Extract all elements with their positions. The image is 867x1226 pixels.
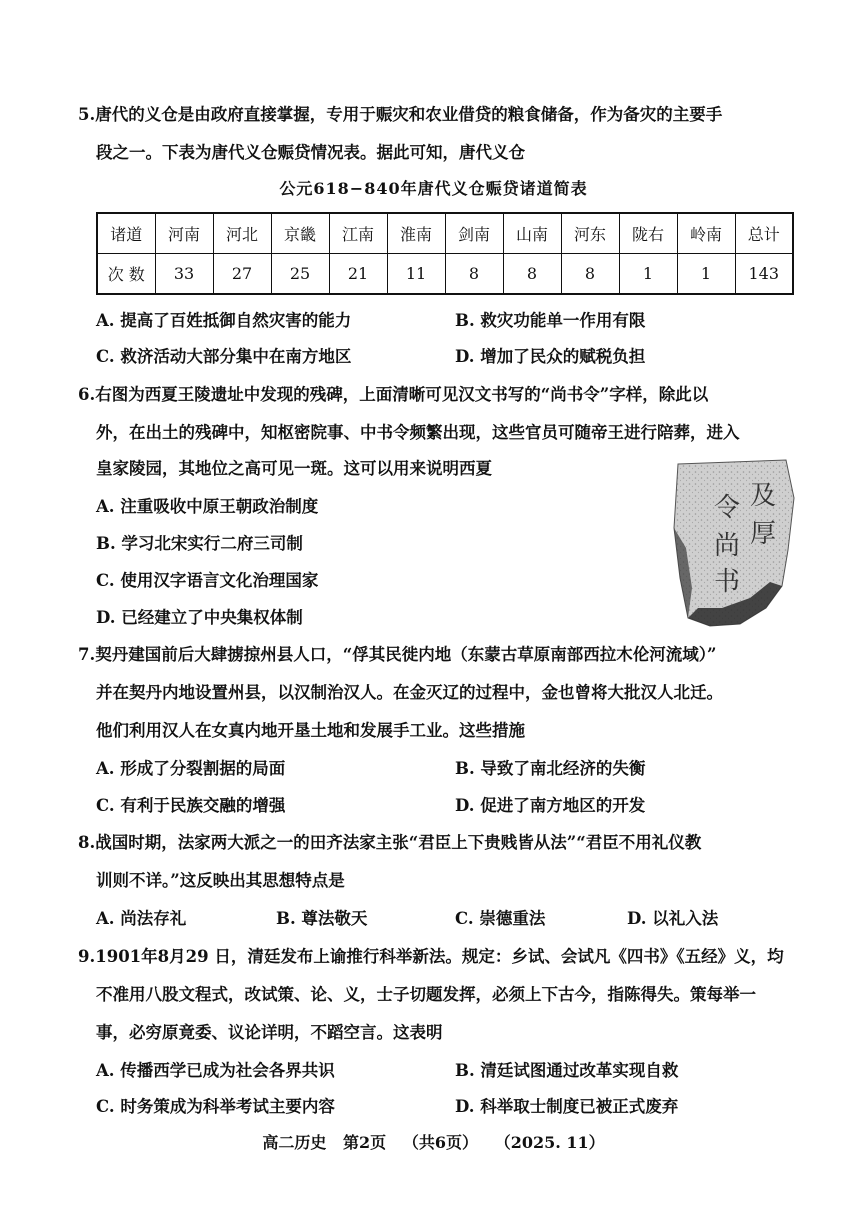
q8-line-2: 训则不详。”这反映出其思想特点是 <box>96 871 345 890</box>
q5-line-2: 段之一。下表为唐代义仓赈贷情况表。据此可知，唐代义仓 <box>96 143 525 162</box>
table-cell: 33 <box>155 254 213 295</box>
q9-line-1 <box>78 946 784 968</box>
table-cell: 陇右 <box>619 213 677 254</box>
q6-number: 6. <box>78 385 96 404</box>
q5-stem-text-1: 唐代的义仓是由政府直接掌握，专用于赈灾和农业借贷的粮食储备，作为备灾的主要手 <box>95 105 723 124</box>
stele-char: 尚 <box>714 531 741 561</box>
table-cell: 京畿 <box>271 213 329 254</box>
q5-option-b[interactable]: B. 救灾功能单一作用有限 <box>455 311 646 330</box>
q6-option-d[interactable]: D. 已经建立了中央集权体制 <box>96 608 303 627</box>
q6-option-c[interactable]: C. 使用汉字语言文化治理国家 <box>96 571 319 590</box>
table-cell: 岭南 <box>677 213 735 254</box>
table-cell: 淮南 <box>387 213 445 254</box>
q5-line-1 <box>78 104 722 126</box>
table-header-row <box>97 213 793 254</box>
table-cell: 8 <box>503 254 561 295</box>
table-cell: 21 <box>329 254 387 295</box>
q6-line-3: 皇家陵园，其地位之高可见一斑。这可以用来说明西夏 <box>96 459 492 478</box>
q8-option-d[interactable]: D. 以礼入法 <box>627 909 719 928</box>
table-cell: 山南 <box>503 213 561 254</box>
q8-stem-text-1: 战国时期，法家两大派之一的田齐法家主张“君臣上下贵贱皆从法”“君臣不用礼仪教 <box>95 833 702 852</box>
stele-char: 令 <box>714 493 741 523</box>
q9-option-b[interactable]: B. 清廷试图通过改革实现自救 <box>455 1061 679 1080</box>
q9-line-2: 不准用八股文程式，改试策、论、义，士子切题发挥，必须上下古今，指陈得失。策每举一 <box>96 985 756 1004</box>
table-cell: 8 <box>445 254 503 295</box>
stele-char: 及 <box>750 481 777 511</box>
q5-table-title: 公元618−840年唐代义仓赈贷诸道简表 <box>279 179 588 198</box>
table-cell: 剑南 <box>445 213 503 254</box>
q6-line-1 <box>78 384 708 406</box>
q8-option-c[interactable]: C. 崇德重法 <box>455 909 546 928</box>
table-cell: 27 <box>213 254 271 295</box>
q7-stem-text-1: 契丹建国前后大肆掳掠州县人口，“俘其民徙内地（东蒙古草原南部西拉木伦河流域）” <box>95 645 717 664</box>
q7-line-2: 并在契丹内地设置州县，以汉制治汉人。在金灭辽的过程中，金也曾将大批汉人北迁。 <box>96 683 723 702</box>
q6-line-2: 外，在出土的残碑中，知枢密院事、中书令频繁出现，这些官员可随帝王进行陪葬，进入 <box>96 423 740 442</box>
table-cell: 河北 <box>213 213 271 254</box>
q9-option-a[interactable]: A. 传播西学已成为社会各界共识 <box>96 1061 335 1080</box>
q6-option-a[interactable]: A. 注重吸收中原王朝政治制度 <box>96 497 319 516</box>
table-cell: 25 <box>271 254 329 295</box>
q7-option-b[interactable]: B. 导致了南北经济的失衡 <box>455 759 646 778</box>
table-row <box>97 254 793 295</box>
table-cell: 8 <box>561 254 619 295</box>
stele-char: 厚 <box>750 519 777 549</box>
q7-option-d[interactable]: D. 促进了南方地区的开发 <box>455 796 646 815</box>
q6-option-b[interactable]: B. 学习北宋实行二府三司制 <box>96 534 303 553</box>
table-cell: 河南 <box>155 213 213 254</box>
q7-line-1 <box>78 644 716 666</box>
q5-option-a[interactable]: A. 提高了百姓抵御自然灾害的能力 <box>96 311 352 330</box>
table-cell: 1 <box>619 254 677 295</box>
table-cell: 1 <box>677 254 735 295</box>
table-cell: 总计 <box>735 213 793 254</box>
table-cell: 诸道 <box>97 213 155 254</box>
q7-option-c[interactable]: C. 有利于民族交融的增强 <box>96 796 286 815</box>
q9-option-c[interactable]: C. 时务策成为科举考试主要内容 <box>96 1097 335 1116</box>
q8-number: 8. <box>78 833 96 852</box>
stele-rubbing-image <box>670 458 796 628</box>
table-cell: 11 <box>387 254 445 295</box>
page-footer: 高二历史 第2页 （共6页） （2025. 11） <box>262 1133 605 1152</box>
q8-option-b[interactable]: B. 尊法敬天 <box>276 909 368 928</box>
table-cell: 143 <box>735 254 793 295</box>
table-cell: 江南 <box>329 213 387 254</box>
stele-char: 书 <box>714 567 741 597</box>
table-cell: 河东 <box>561 213 619 254</box>
q5-option-d[interactable]: D. 增加了民众的赋税负担 <box>455 347 646 366</box>
q7-number: 7. <box>78 645 96 664</box>
q5-option-c[interactable]: C. 救济活动大部分集中在南方地区 <box>96 347 352 366</box>
q9-option-d[interactable]: D. 科举取士制度已被正式废弃 <box>455 1097 679 1116</box>
q7-option-a[interactable]: A. 形成了分裂割据的局面 <box>96 759 286 778</box>
q7-line-3: 他们利用汉人在女真内地开垦土地和发展手工业。这些措施 <box>96 721 525 740</box>
relief-table <box>96 212 794 295</box>
table-cell: 次 数 <box>97 254 155 295</box>
q9-stem-text-1: 1901年8月29 日，清廷发布上谕推行科举新法。规定：乡试、会试凡《四书》《五经》义，均 <box>95 947 784 966</box>
q6-stem-text-1: 右图为西夏王陵遗址中发现的残碑，上面清晰可见汉文书写的“尚书令”字样，除此以 <box>95 385 709 404</box>
q9-line-3: 事，必穷原竟委、议论详明，不蹈空言。这表明 <box>96 1023 443 1042</box>
q9-number: 9. <box>78 947 96 966</box>
q8-option-a[interactable]: A. 尚法存礼 <box>96 909 187 928</box>
q5-number: 5. <box>78 105 96 124</box>
q8-line-1 <box>78 832 701 854</box>
